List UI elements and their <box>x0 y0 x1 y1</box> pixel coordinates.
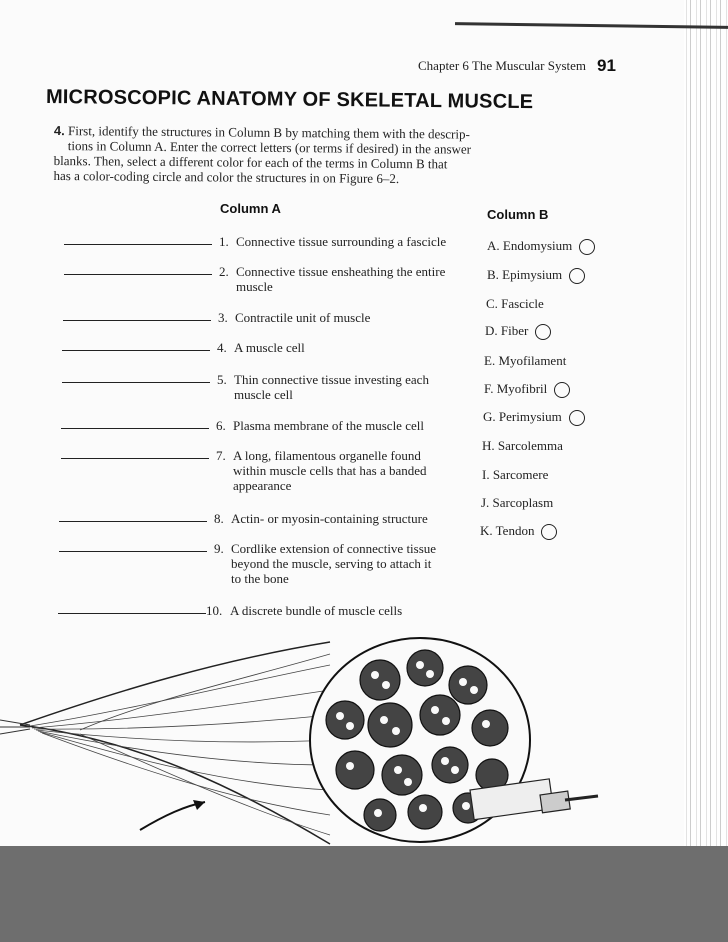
instructions <box>53 123 524 187</box>
column-a-heading: Column A <box>220 201 281 216</box>
answer-blank[interactable] <box>64 244 212 246</box>
term-row <box>487 267 585 284</box>
answer-blank[interactable] <box>58 613 206 615</box>
term-label: B. Epimysium <box>487 267 563 282</box>
muscle-belly-outline <box>20 642 330 844</box>
instruction-line: tions in Column A. Enter the correct letters (or terms if desired) in the answer <box>67 138 472 157</box>
color-coding-circle[interactable] <box>554 382 570 398</box>
column-b-heading: Column B <box>487 207 549 222</box>
question-text: Connective tissue surrounding a fascicle <box>236 234 447 249</box>
question-num: 8. <box>214 511 224 526</box>
muscle-illustration <box>0 630 700 850</box>
page-number: 91 <box>597 56 616 75</box>
question-text: Contractile unit of muscle <box>235 310 371 325</box>
question-text: to the bone <box>231 571 289 586</box>
question-num: 7. <box>216 448 226 463</box>
question-num: 6. <box>216 418 226 433</box>
scan-bottom-bar <box>0 846 728 942</box>
term-row <box>481 495 553 511</box>
question-text: appearance <box>233 478 292 493</box>
color-coding-circle[interactable] <box>569 268 585 284</box>
term-row <box>483 409 585 426</box>
answer-blank[interactable] <box>61 428 209 430</box>
question-text: A muscle cell <box>234 340 305 355</box>
term-label: H. Sarcolemma <box>482 438 563 453</box>
term-label: J. Sarcoplasm <box>481 495 554 510</box>
answer-blank[interactable] <box>63 320 211 322</box>
question-num: 10. <box>206 603 223 618</box>
question-text: within muscle cells that has a banded <box>233 463 427 478</box>
question-num: 3. <box>218 310 228 325</box>
question-text: Connective tissue ensheathing the entire <box>236 264 446 279</box>
instruction-line: has a color-coding circle and color the structures in on Figure 6–2. <box>53 167 400 187</box>
term-label: I. Sarcomere <box>482 467 549 482</box>
tendon-end <box>0 720 30 734</box>
instruction-line: First, identify the structures in Column B by matching them with the descrip- <box>67 123 470 142</box>
answer-blank[interactable] <box>59 551 207 553</box>
color-coding-circle[interactable] <box>569 410 585 426</box>
answer-blank[interactable] <box>62 382 210 384</box>
answer-blank[interactable] <box>61 458 209 460</box>
term-row <box>484 381 570 398</box>
page-title: MICROSCOPIC ANATOMY OF SKELETAL MUSCLE <box>45 86 534 114</box>
term-label: C. Fascicle <box>486 296 544 311</box>
question-text: beyond the muscle, serving to attach it <box>231 556 432 571</box>
question-number: 4. <box>53 123 65 139</box>
answer-blank[interactable] <box>59 521 207 523</box>
term-label: F. Myofibril <box>484 381 548 396</box>
term-label: K. Tendon <box>480 523 535 538</box>
term-row <box>485 323 551 340</box>
chapter-header: Chapter 6 The Muscular System <box>418 58 587 73</box>
question-num: 4. <box>217 340 227 355</box>
color-coding-circle[interactable] <box>541 524 557 540</box>
term-row <box>482 438 563 454</box>
color-coding-circle[interactable] <box>579 239 595 255</box>
question-num: 9. <box>214 541 224 556</box>
question-text: Thin connective tissue investing each <box>234 372 429 387</box>
question-text: Actin- or myosin-containing structure <box>231 511 428 526</box>
question-text: muscle <box>236 279 273 294</box>
term-label: D. Fiber <box>485 323 529 338</box>
answer-blank[interactable] <box>62 350 210 352</box>
term-label: G. Perimysium <box>483 409 562 424</box>
term-row <box>480 523 557 540</box>
instruction-line: blanks. Then, select a different color for each of the terms in Column B that <box>53 152 448 172</box>
term-label: A. Endomysium <box>487 238 573 253</box>
pointer-arrow <box>140 802 205 830</box>
term-row <box>484 353 566 369</box>
term-row <box>486 296 544 312</box>
question-text: A discrete bundle of muscle cells <box>230 603 403 618</box>
color-coding-circle[interactable] <box>535 324 551 340</box>
muscle-striation-lines <box>30 654 330 835</box>
question-num: 5. <box>217 372 227 387</box>
question-text: muscle cell <box>234 387 293 402</box>
question-num: 2. <box>219 264 229 279</box>
answer-blank[interactable] <box>64 274 212 276</box>
term-row <box>482 467 548 483</box>
term-label: E. Myofilament <box>484 353 567 368</box>
term-row <box>487 238 595 255</box>
question-text: Plasma membrane of the muscle cell <box>233 418 424 433</box>
question-num: 1. <box>219 234 229 249</box>
question-text: A long, filamentous organelle found <box>233 448 421 463</box>
question-text: Cordlike extension of connective tissue <box>231 541 437 556</box>
